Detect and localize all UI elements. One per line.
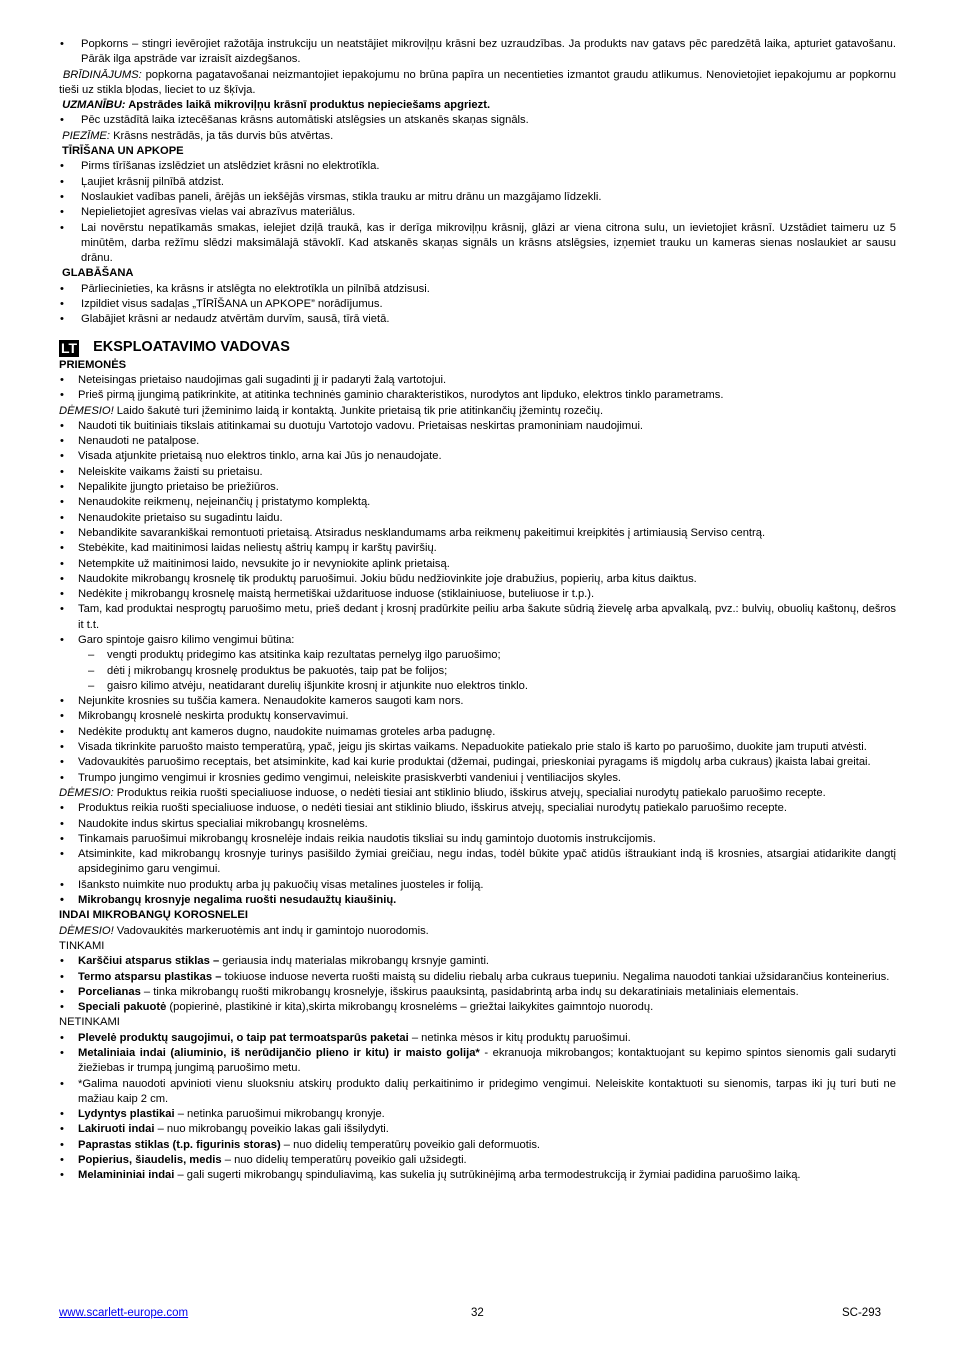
attention-label: UZMANĪBU:: [62, 99, 126, 112]
list-item: • Nenaudokite prietaiso su sugadintu laidu.: [59, 511, 896, 526]
list-item: • Noslaukiet vadības paneli, ārējās un iekšējās virsmas, stikla trauku ar mitru drānu un mazgājamo līdzekli.: [59, 190, 896, 205]
attention-label: DĖMESIO:: [59, 786, 114, 799]
cookware-list: [59, 801, 896, 908]
list-item: • Naudokite mikrobangų krosnelę tik produktų paruošimui. Jokiu būdu nedžiovinkite joje drabužius, popierių, arba kitus daiktus.: [59, 572, 896, 587]
list-item: • Nenaudoti ne patalpose.: [59, 434, 896, 449]
list-item: • Glabājiet krāsni ar nedaudz atvērtām durvīm, sausā, tīrā vietā.: [59, 312, 896, 327]
note-text: Krāsns nestrādās, ja tās durvis būs atvērtas.: [109, 129, 334, 142]
attention-text: Vadovaukitės markeruotėmis ant indų ir gamintojo nuorodomis.: [113, 924, 429, 937]
list-item: • Ļaujiet krāsnij pilnībā atdzist.: [59, 175, 896, 190]
item-term: Melamininiai indai: [78, 1169, 175, 1182]
dash-item: – vengti produktų pridegimo kas atsitinka kaip rezultatas pernelyg ilgo paruošimo;: [59, 648, 896, 663]
suitable-list: [59, 954, 896, 1015]
list-item: • Neleiskite vaikams žaisti su prietaisu.: [59, 465, 896, 480]
list-item: • Nepielietojiet agresīvas vielas vai abrazīvus materiālus.: [59, 205, 896, 220]
eggs-warning-item: • Mikrobangų krosnyje negalima ruošti nesudaužtų kiaušinių.: [59, 893, 896, 908]
attention-text: Laido šakutė turi įžeminimo laidą ir kontaktą. Junkite prietaisą tik prie atitinkančių įžemintų rozečių.: [113, 404, 604, 417]
list-item: • Neteisingas prietaiso naudojimas gali sugadinti jį ir padaryti žalą vartotojui.: [59, 373, 896, 388]
item-term: Paprastas stiklas (t.p. figurinis storas): [78, 1138, 281, 1151]
list-item: • Tam, kad produktai nesprogtų paruošimo metu, prieš dedant į krosnį pradūrkite peiliu arba šakute sūdrią žievelę arba apvalkalą, pvz.: bulvių, obuolių kaštonų, dešros it t.t.: [59, 602, 896, 633]
list-item: • Pārliecinieties, ka krāsns ir atslēgta no elektrotīkla un pilnībā atdzisusi.: [59, 282, 896, 297]
model-number: SC-293: [842, 1307, 881, 1319]
warning-label: BRĪDINĀJUMS:: [62, 68, 142, 81]
item-term: Lakiruoti indai: [78, 1123, 155, 1136]
item-desc: – netinka mėsos ir kitų produktų paruošimui.: [408, 1031, 631, 1044]
list-item: [59, 1107, 896, 1122]
attention-text: Apstrādes laikā mikroviļņu krāsnī produktus nepieciešams apgriezt.: [125, 99, 491, 112]
attention-paragraph: [59, 98, 896, 113]
list-item: • Nedėkite produktų ant kameros dugno, naudokite nuimamas groteles arba padugnę.: [59, 725, 896, 740]
language-badge: LT: [61, 339, 78, 356]
signal-item: • Pēc uzstādītā laika iztecēšanas krāsns automātiski atslēgsies un atskanēs skaņas signāls.: [59, 113, 896, 128]
list-item: [59, 1153, 896, 1168]
fire-dash-list: [59, 648, 896, 694]
list-item: [59, 1168, 896, 1183]
note-label: PIEZĪME:: [62, 129, 110, 142]
list-item: [59, 970, 896, 985]
list-item: • Nedėkite į mikrobangų krosnelę maistą hermetiškai uždarituose induose (stiklainiuose, buteliuose ir t.p.).: [59, 587, 896, 602]
list-item: [59, 1077, 896, 1108]
suitable-heading: TINKAMI: [59, 939, 105, 952]
unsuitable-heading: NETINKAMI: [59, 1016, 120, 1029]
popcorn-item: • Popkorns – stingri ievērojiet ražotāja instrukciju un neatstājiet mikroviļņu krāsni bez uzraudzības. Ja produkts nav gatavs pēc paredzētā laika, apturiet gatavošanu. Pārāk ilga apstrāde var izraisīt aizdegšanos.: [59, 37, 896, 68]
page-number: 32: [471, 1307, 484, 1319]
safety-list: [59, 419, 896, 648]
attention-label: DĖMESIO!: [59, 924, 114, 937]
list-item: • Trumpo jungimo vengimui ir krosnies gedimo vengimui, neleiskite prasiskverbti vandeniui į ventiliacijos skyles.: [59, 771, 896, 786]
list-item: [59, 985, 896, 1000]
list-item: • Izpildiet visus sadaļas „TĪRĪŠANA un APKOPE” norādījumus.: [59, 297, 896, 312]
attention-paragraph: [59, 924, 896, 939]
list-item: • Stebėkite, kad maitinimosi laidas neliestų aštrių kampų ir karštų paviršių.: [59, 541, 896, 556]
list-item: [59, 1138, 896, 1153]
item-desc: – nuo didelių temperatūrų poveikio gali deformuotis.: [280, 1138, 541, 1151]
warning-text: popkorna pagatavošanai neizmantojiet iepakojumu no brūna papīra un necentieties izmantot graudu atlikumus. Nenovietojiet iepakojumu ar popkornu tieši uz stikla bļodas, lieciet to uz šķīvja.: [59, 68, 897, 96]
list-item: • Atsiminkite, kad mikrobangų krosnyje turinys pasišildo žymiai greičiau, negu indas, todėl būkite ypač atidūs ištraukiant indą iš krosnies, atsargiai atidarikite dangtį apsideginimo garu vengimui.: [59, 847, 896, 878]
list-item: [59, 954, 896, 969]
dash-item: – dėti į mikrobangų krosnelę produktus be pakuotės, taip pat be folijos;: [59, 664, 896, 679]
item-desc: *Galima nauodoti apvinioti vienu sluoksniu atskirų produkto dalių perkaitinimo ir pridegimo vengimui. Neleiskite kontaktuoti su sienomis, tarpas iki jų turi buti ne mažiau kaip 2 cm.: [78, 1077, 896, 1105]
item-term: Termo atsparsu plastikas –: [78, 970, 222, 983]
list-item: • Naudoti tik buitiniais tikslais atitinkamai su duotuju Vartotojo vadovu. Prietaisas neskirtas pramoniniam naudojimui.: [59, 419, 896, 434]
lt-section-header: [59, 340, 896, 357]
item-desc: (popierinė, plastikinė ir kita),skirta mikrobangų krosnelėms – griežtai laikykites gaimntojo nuorodų.: [166, 1001, 654, 1014]
attention-paragraph: [59, 786, 896, 801]
item-desc: – tinka mikrobangų ruošti mikrobangų krosnelyje, išskirus paauksintą, pasidabrintą arba indų su dekaratiniais metaliniais elementais.: [140, 985, 799, 998]
list-item: • Tinkamais paruošimui mikrobangų krosnelėje indais reikia naudotis tiksliai su indų gamintojo duotomis instrukcijomis.: [59, 832, 896, 847]
storage-heading: GLABĀŠANA: [62, 267, 134, 280]
cleaning-list: [59, 159, 896, 266]
subsection-heading: PRIEMONĖS: [59, 358, 127, 371]
list-item: [59, 1046, 896, 1077]
item-term: Plevelė produktų saugojimui, o taip pat termoatsparūs paketai: [78, 1031, 409, 1044]
note-paragraph: [59, 129, 896, 144]
list-item: • Prieš pirmą įjungimą patikrinkite, at atitinka techninės gaminio charakteristikos, nurodytos ant lipduko, elektros tinklo parametrams.: [59, 388, 896, 403]
attention-label: DĖMESIO!: [59, 404, 114, 417]
list-item: • Mikrobangų krosnelė neskirta produktų konservavimui.: [59, 709, 896, 724]
list-item: [59, 1031, 896, 1046]
dash-item: – gaisro kilimo atvėju, neatidarant durelių išjunkite krosnį ir atjunkite nuo elektros tinklo.: [59, 679, 896, 694]
list-item: • Nepalikite įjungto prietaiso be priežiūros.: [59, 480, 896, 495]
item-term: Speciali pakuotė: [78, 1001, 167, 1014]
item-term: Lydyntys plastikai: [78, 1108, 175, 1121]
list-item: • Išanksto nuimkite nuo produktų arba jų pakuočių visas metalines juosteles ir foliją.: [59, 878, 896, 893]
list-item: • Nejunkite krosnies su tuščia kamera. Nenaudokite kameros saugoti kam nors.: [59, 694, 896, 709]
item-desc: – netinka paruošimui mikrobangų kronyje.: [174, 1108, 385, 1121]
warning-paragraph: [59, 68, 896, 99]
item-term: Popierius, šiaudelis, medis: [78, 1154, 222, 1167]
list-item: • Visada tikrinkite paruošto maisto temperatūrą, ypač, jeigu jis skirtas vaikams. Nepaduokite patiekalo prie stalo iš karto po paruošimo, duokite jam truputi atvėsti.: [59, 740, 896, 755]
item-term: Porcelianas: [78, 985, 141, 998]
website-link[interactable]: www.scarlett-europe.com: [59, 1307, 189, 1319]
list-item: • Vadovaukitės paruošimo receptais, bet atsiminkite, kad kai kurie produktai (džemai, pudingai, prieskoniai pyragams iš migdolų arba cukraus) įkaista labai greitai.: [59, 755, 896, 770]
list-item: [59, 1000, 896, 1015]
attention-text: Produktus reikia ruošti specialiuose induose, o nedėti tiesiai ant stiklinio bliudo, išskirus atvejų, specialiai nurodytų patiekalo paruošimo recepte.: [113, 786, 826, 799]
item-term: Karščiui atsparus stiklas –: [78, 955, 220, 968]
item-desc: - ekranuoja mikrobangos; kontaktuojant su kepimo spintos sienomis gali sudaryti žiežiebas ir trumpą jungimą paruošimo metu.: [78, 1047, 896, 1075]
section-title: EKSPLOATAVIMO VADOVAS: [93, 339, 290, 356]
usage-list: [59, 694, 896, 786]
list-item: [59, 1122, 896, 1137]
storage-list: [59, 282, 896, 328]
item-desc: tokiuose induose neverta ruošti maistą su dideliu riebalų arba cukraus tuериniu. Negalima nauodoti tankiai užsidarančius konteinerius.: [221, 970, 890, 983]
list-item: • Lai novērstu nepatīkamās smakas, ielejiet dziļā traukā, kas ir derīga mikroviļņu krāsnij, glāzi ar viena citrona sulu, un ievietojiet krāsnī. Uzstādiet taimeru uz 5 minūtēm, darba režīmu slēdzi maksimālajā stāvoklī. Kad atskanēs skaņas signāls un krāsns atslēgsies, izņemiet trauku un kameras sienas noslaukiet ar sausu drānu.: [59, 221, 896, 267]
list-item: • Visada atjunkite prietaisą nuo elektros tinklo, arna kai Jūs jo nenaudojate.: [59, 449, 896, 464]
item-desc: – gali sugerti mikrobangų spinduliavimą, kas sukelia jų sutrūkinėjimą arba termodestrukciją ir žymiai padidina paruošimo laiką.: [174, 1169, 801, 1182]
manual-page: [59, 37, 896, 1184]
list-item: • Naudokite indus skirtus specialiai mikrobangų krosnelėms.: [59, 817, 896, 832]
item-desc: – nuo mikrobangų poveikio lakas gali išsilydyti.: [154, 1123, 389, 1136]
list-item: • Netempkite už maitinimosi laido, nevsukite jo ir nevyniokite aplink prietaisą.: [59, 557, 896, 572]
item-term: Metaliniaia indai (aliuminio, iš nerūdijančio plieno ir kitu) ir maisto golija*: [78, 1047, 480, 1059]
list-item: • Nenaudokite reikmenų, neįeinančių į pristatymo komplektą.: [59, 495, 896, 510]
list-item: • Produktus reikia ruošti specialiuose induose, o nedėti tiesiai ant stiklinio bliudo, išskirus atvejų, specialiai nurodytų patiekalo paruošimo recepte.: [59, 801, 896, 816]
dishes-heading: INDAI MIKROBANGŲ KOROSNELEI: [59, 909, 248, 922]
item-desc: – nuo didelių temperatūrų poveikio gali užsidegti.: [221, 1154, 467, 1167]
list-item: • Pirms tīrīšanas izslēdziet un atslēdziet krāsni no elektrotīkla.: [59, 159, 896, 174]
list-item: • Nebandikite savarankiškai remontuoti prietaisą. Atsiradus nesklandumams arba reikmenų pakeitimui kreipkitės į artimiausią Serviso centrą.: [59, 526, 896, 541]
cleaning-heading: TĪRĪŠANA UN APKOPE: [62, 145, 184, 158]
unsuitable-list: [59, 1031, 896, 1184]
attention-paragraph: [59, 404, 896, 419]
item-desc: geriausia indų materialas mikrobangų krsnyje gaminti.: [219, 955, 490, 968]
list-item: • Garo spintoje gaisro kilimo vengimui būtina:: [59, 633, 896, 648]
